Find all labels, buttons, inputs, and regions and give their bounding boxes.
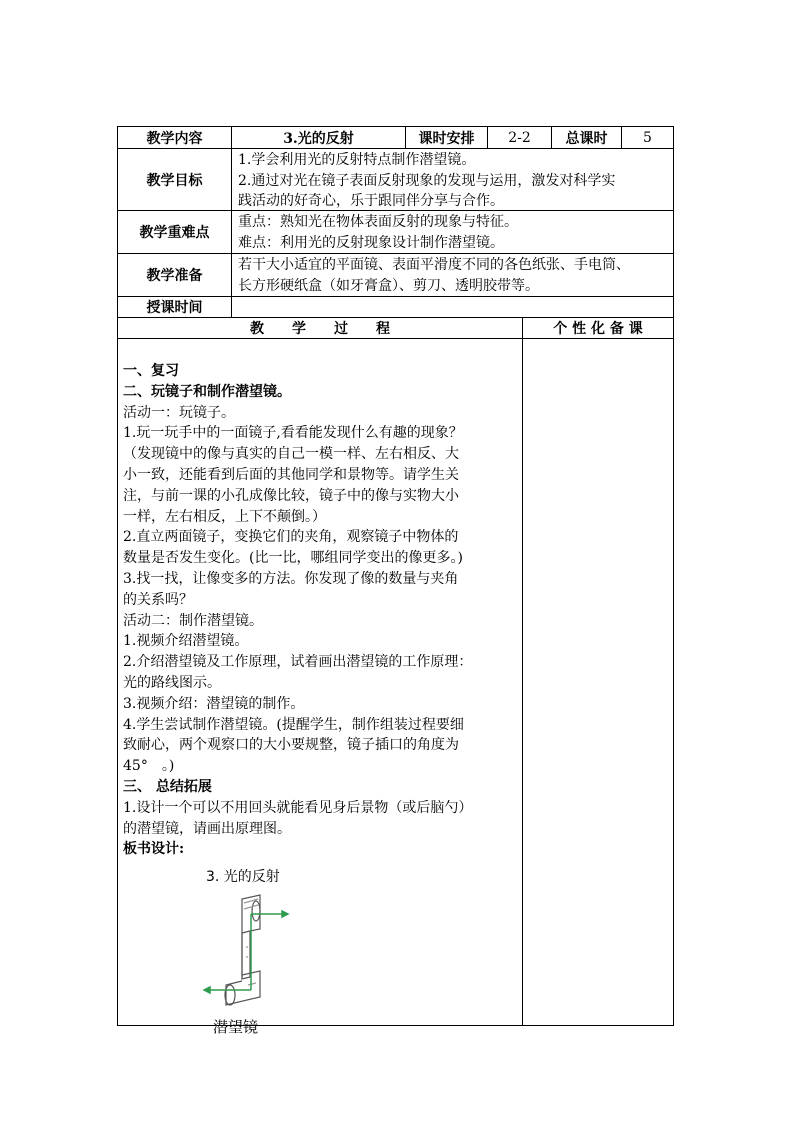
board-caption: 潜望镜 (213, 1018, 259, 1036)
goals-label: 教学目标 (117, 148, 232, 211)
process-line: 二、玩镜子和制作潜望镜。 (123, 383, 291, 400)
total-value: 5 (621, 126, 674, 149)
process-line: （发现镜中的像与真实的自己一模一样、左右相反、大 (123, 446, 459, 463)
process-header: 教 学 过 程 (117, 317, 523, 339)
process-line: 一样，左右相反，上下不颠倒。） (123, 508, 326, 525)
content-value: 3.光的反射 (231, 126, 406, 149)
key-point-line: 难点：利用光的反射现象设计制作潜望镜。 (238, 234, 504, 251)
process-line: 45° 。) (123, 758, 175, 775)
process-line: 的关系吗？ (123, 591, 193, 608)
goal-line: 1.学会利用光的反射特点制作潜望镜。 (238, 152, 476, 168)
personal-header: 个 性 化 备 课 (522, 317, 674, 339)
preparation-line: 若干大小适宜的平面镜、表面平滑度不同的各色纸张、手电筒、 (238, 257, 630, 273)
process-line: 3.视频介绍：潜望镜的制作。 (123, 695, 305, 712)
process-line: 三、 总结拓展 (123, 778, 212, 795)
preparation-label: 教学准备 (117, 253, 232, 297)
process-line: 活动二：制作潜望镜。 (123, 612, 263, 629)
content-label: 教学内容 (117, 126, 232, 149)
process-line: 注，与前一课的小孔成像比较，镜子中的像与实物大小 (123, 487, 459, 504)
process-line: 活动一：玩镜子。 (123, 404, 235, 421)
light-path-arrows (204, 911, 288, 993)
process-line: 光的路线图示。 (123, 674, 221, 691)
process-body (117, 338, 523, 1036)
total-label: 总课时 (551, 126, 622, 149)
time-value (231, 296, 674, 318)
schedule-value: 2-2 (487, 126, 552, 149)
process-text (123, 361, 472, 860)
process-line: 小一致，还能看到后面的其他同学和景物等。请学生关 (123, 466, 459, 483)
arrow-head-left (204, 987, 210, 993)
process-line: 4.学生尝试制作潜望镜。(提醒学生，制作组装过程要细 (123, 716, 464, 733)
key-point-line: 重点：熟知光在物体表面反射的现象与特征。 (238, 214, 518, 230)
goal-line: 践活动的好奇心，乐于跟同伴分享与合作。 (238, 193, 504, 209)
process-line: 致耐心，两个观察口的大小要规整，镜子插口的角度为 (123, 737, 459, 754)
process-line: 3.找一找，让像变多的方法。你发现了像的数量与夹角 (123, 570, 459, 587)
process-line: 的潜望镜，请画出原理图。 (123, 820, 291, 837)
process-line: 1.玩一玩手中的一面镜子,看看能发现什么有趣的现象？ (123, 425, 463, 442)
time-label: 授课时间 (117, 296, 232, 318)
periscope-inner-edge (242, 931, 250, 979)
process-line: 板书设计: (123, 841, 185, 858)
lesson-plan-table (117, 126, 674, 1036)
board-title: 3. 光的反射 (206, 869, 280, 885)
process-line: 1.视频介绍潜望镜。 (123, 633, 249, 650)
key-points-content (231, 210, 674, 254)
preparation-line: 长方形硬纸盒（如牙膏盒）、剪刀、透明胶带等。 (238, 277, 539, 294)
process-line: 数量是否发生变化。(比一比，哪组同学变出的像更多。) (123, 550, 463, 567)
periscope-bottom-outline (226, 971, 260, 1005)
process-line: 2.介绍潜望镜及工作原理，试着画出潜望镜的工作原理： (123, 654, 473, 671)
process-line: 1.设计一个可以不用回头就能看见身后景物（或后脑勺） (123, 799, 473, 816)
periscope-top-opening (252, 901, 260, 921)
process-line: 2.直立两面镜子，变换它们的夹角，观察镜子中物体的 (123, 529, 459, 546)
periscope-diagram (198, 887, 298, 1017)
goal-line: 2.通过对光在镜子表面反射现象的发现与运用，激发对科学实 (238, 172, 616, 189)
personal-notes-body (522, 338, 674, 1026)
key-points-label: 教学重难点 (117, 210, 232, 254)
preparation-content (231, 253, 674, 297)
schedule-label: 课时安排 (405, 126, 488, 149)
goals-content (231, 148, 674, 211)
arrow-head-right (282, 911, 288, 917)
process-line: 一、复习 (123, 363, 179, 379)
